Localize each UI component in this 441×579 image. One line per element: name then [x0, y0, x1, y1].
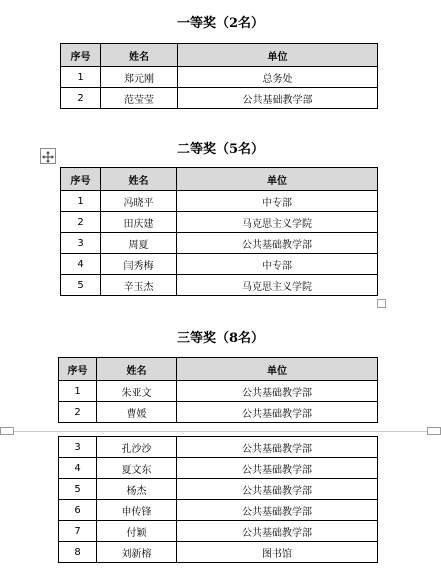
cell-unit: 公共基础教学部	[177, 521, 378, 542]
cell-index: 1	[61, 67, 101, 88]
table-row	[61, 191, 378, 212]
cell-name: 冯晓平	[101, 191, 177, 212]
cell-name: 孔沙沙	[97, 437, 177, 458]
column-header-name: 姓名	[101, 44, 178, 67]
cell-index: 4	[59, 458, 97, 479]
cell-index: 4	[61, 254, 101, 275]
cell-name: 闫秀梅	[101, 254, 177, 275]
cell-name: 郑元刚	[101, 67, 178, 88]
cell-index: 8	[59, 542, 97, 563]
table-row	[59, 521, 378, 542]
cell-name: 申传锋	[97, 500, 177, 521]
table-row	[59, 542, 378, 563]
table-row	[59, 402, 378, 423]
table-row	[61, 212, 378, 233]
column-header-name: 姓名	[97, 358, 177, 381]
cell-unit: 图书馆	[177, 542, 378, 563]
cell-index: 1	[61, 191, 101, 212]
cell-name: 付颖	[97, 521, 177, 542]
table-row	[59, 458, 378, 479]
cell-unit: 总务处	[178, 67, 378, 88]
cell-index: 3	[59, 437, 97, 458]
table-header-row	[59, 358, 378, 381]
column-header-index: 序号	[61, 168, 101, 191]
column-header-index: 序号	[61, 44, 101, 67]
table-row	[59, 381, 378, 402]
cell-name: 夏文东	[97, 458, 177, 479]
table-row	[61, 233, 378, 254]
table-row	[61, 254, 378, 275]
column-header-unit: 单位	[178, 44, 378, 67]
table-row	[59, 479, 378, 500]
page-break-line	[0, 431, 441, 432]
second-prize-title: 二等奖（5名）	[176, 142, 265, 157]
cell-name: 辛玉杰	[101, 275, 177, 296]
cell-index: 7	[59, 521, 97, 542]
table-row	[61, 67, 378, 88]
table-row	[61, 88, 378, 109]
third-prize-title: 三等奖（8名）	[176, 331, 265, 346]
table-row	[61, 275, 378, 296]
cell-name: 周夏	[101, 233, 177, 254]
cell-index: 2	[61, 88, 101, 109]
cell-index: 2	[61, 212, 101, 233]
cell-unit: 中专部	[177, 191, 378, 212]
cell-index: 6	[59, 500, 97, 521]
cell-name: 朱亚文	[97, 381, 177, 402]
table-header-row	[61, 44, 378, 67]
cell-index: 1	[59, 381, 97, 402]
cell-name: 田庆建	[101, 212, 177, 233]
cell-unit: 公共基础教学部	[177, 479, 378, 500]
cell-name: 刘新榕	[97, 542, 177, 563]
cell-unit: 马克思主义学院	[177, 275, 378, 296]
cell-unit: 公共基础教学部	[177, 381, 378, 402]
column-header-unit: 单位	[177, 168, 378, 191]
second-prize-table	[60, 167, 378, 296]
cell-name: 范莹莹	[101, 88, 178, 109]
column-header-index: 序号	[59, 358, 97, 381]
cell-unit: 中专部	[177, 254, 378, 275]
column-header-name: 姓名	[101, 168, 177, 191]
table-row	[59, 500, 378, 521]
cell-unit: 公共基础教学部	[177, 402, 378, 423]
cell-name: 杨杰	[97, 479, 177, 500]
cell-index: 2	[59, 402, 97, 423]
third-prize-table-top	[58, 357, 378, 423]
cell-index: 5	[61, 275, 101, 296]
first-prize-title: 一等奖（2名）	[176, 16, 265, 31]
first-prize-table	[60, 43, 378, 109]
cell-unit: 公共基础教学部	[177, 458, 378, 479]
column-header-unit: 单位	[177, 358, 378, 381]
cell-index: 3	[61, 233, 101, 254]
page-break-marker-right	[427, 427, 441, 435]
cell-unit: 马克思主义学院	[177, 212, 378, 233]
page-break-marker-left	[0, 427, 14, 435]
cell-unit: 公共基础教学部	[177, 233, 378, 254]
table-row	[59, 437, 378, 458]
third-prize-table-bottom	[58, 436, 378, 563]
table-resize-handle[interactable]	[377, 299, 386, 308]
cell-unit: 公共基础教学部	[177, 500, 378, 521]
cell-name: 曹媛	[97, 402, 177, 423]
cell-unit: 公共基础教学部	[177, 437, 378, 458]
cell-unit: 公共基础教学部	[178, 88, 378, 109]
table-header-row	[61, 168, 378, 191]
cell-index: 5	[59, 479, 97, 500]
